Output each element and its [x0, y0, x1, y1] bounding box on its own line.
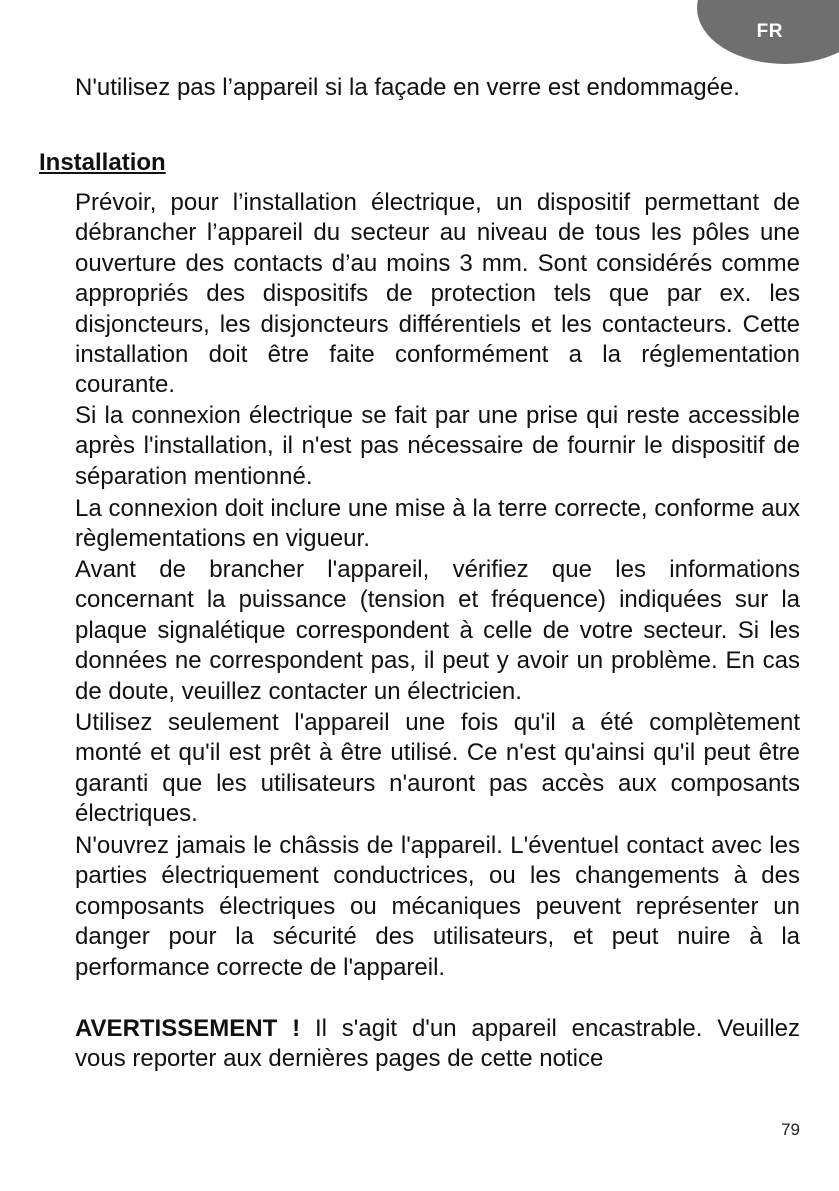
paragraph-use-after-assembly: Utilisez seulement l'appareil une fois qu'il a été complètement monté et qu'il est prêt à être utilisé. Ce n'est qu'ainsi qu'il peut être garanti que les utilisateurs n'auront pas accès aux composants électriques.: [75, 709, 800, 828]
paragraph-earthing: La connexion doit inclure une mise à la terre correcte, conforme aux règlementations en vigueur.: [75, 495, 800, 553]
paragraph-warning: [75, 1014, 800, 1075]
paragraph-accessible-socket: Si la connexion électrique se fait par une prise qui reste accessible après l'installation, il n'est pas nécessaire de fournir le dispositif de séparation mentionné.: [75, 402, 800, 490]
warning-label: AVERTISSEMENT !: [75, 1015, 301, 1042]
paragraph-rating-plate: Avant de brancher l'appareil, vérifiez que les informations concernant la puissance (tension et fréquence) indiquées sur la plaque signalétique correspondent à celle de votre secteur. Si les données ne correspondent pas, il peut y avoir un problème. En cas de doute, veuillez contacter un électricien.: [75, 556, 800, 705]
paragraph-do-not-open: N'ouvrez jamais le châssis de l'appareil. L'éventuel contact avec les parties électriquement conductrices, ou les changements à des composants électriques ou mécaniques peuvent représenter un danger pour la sécurité des utilisateurs, et peut nuire à la performance correcte de l'appareil.: [75, 832, 800, 981]
paragraph-disconnect-device: Prévoir, pour l’installation électrique, un dispositif permettant de débrancher l’appareil du secteur au niveau de tous les pôles une ouverture des contacts d’au moins 3 mm. Sont considérés comme appropriés des dispositifs de protection tels que par ex. les disjoncteurs, les disjoncteurs différentiels et les contacteurs. Cette installation doit être faite conformément a la réglementation courante.: [75, 189, 800, 399]
language-label: FR: [756, 21, 783, 42]
warning-text: Il s'agit d'un appareil encastrable. Veuillez vous reporter aux dernières pages de cette notice: [75, 1015, 800, 1073]
section-heading: Installation: [39, 149, 166, 176]
intro-paragraph: N'utilisez pas l’appareil si la façade en verre est endommagée.: [75, 74, 740, 101]
page-number: 79: [781, 1120, 800, 1139]
